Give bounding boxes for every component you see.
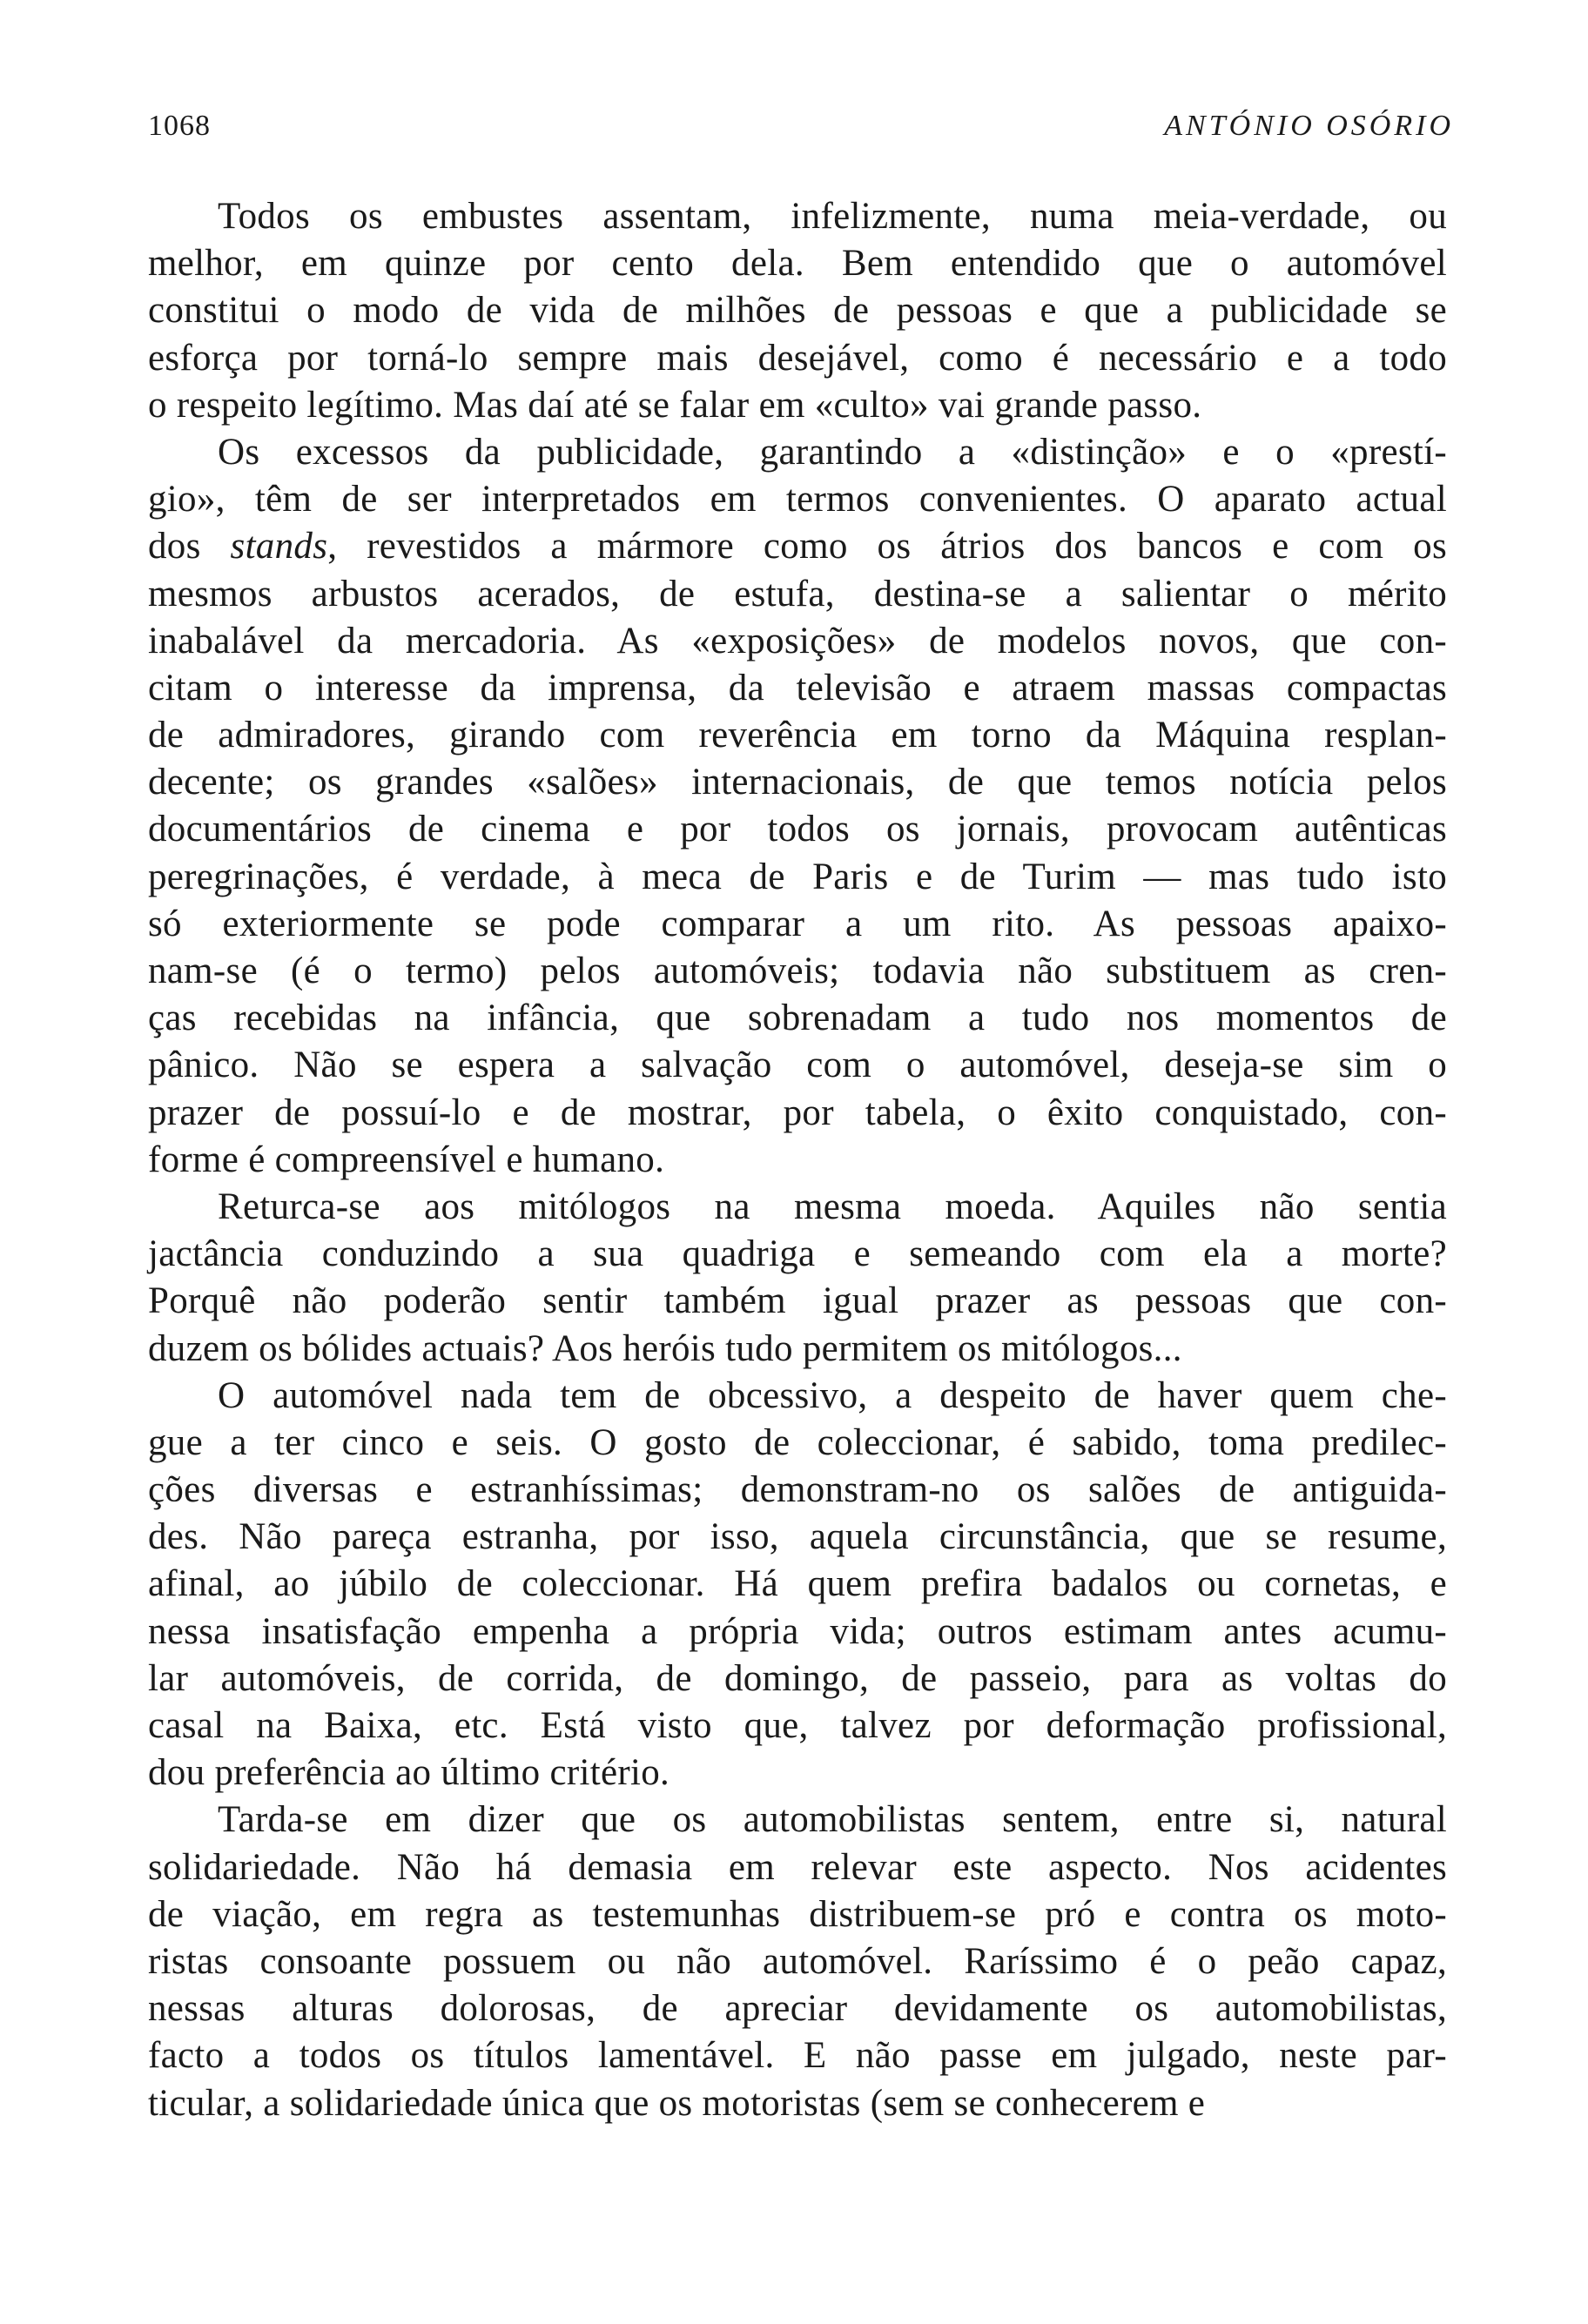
- text-line: jactância conduzindo a sua quadriga e semeando com ela a morte?: [148, 1233, 1447, 1275]
- text-line: mesmos arbustos acerados, de estufa, destina-se a salientar o mérito: [148, 573, 1447, 615]
- text-line: nessas alturas dolorosas, de apreciar devidamente os automobilistas,: [148, 1988, 1447, 2030]
- paragraph: [148, 1184, 1447, 1373]
- text-line: ticular, a solidariedade única que os motoristas (sem se conhecerem e: [148, 2082, 1206, 2124]
- text-line: prazer de possuí-lo e de mostrar, por tabela, o êxito conquistado, con-: [148, 1091, 1447, 1133]
- text-line: Tarda-se em dizer que os automobilistas sentem, entre si, natural: [218, 1799, 1447, 1841]
- text-line: constitui o modo de vida de milhões de pessoas e que a publicidade se: [148, 290, 1447, 332]
- text-line: gio», têm de ser interpretados em termos convenientes. O aparato actual: [148, 479, 1447, 521]
- text-line: solidariedade. Não há demasia em relevar este aspecto. Nos acidentes: [148, 1846, 1447, 1888]
- text-line: o respeito legítimo. Mas daí até se falar em «culto» vai grande passo.: [148, 384, 1202, 426]
- paragraph: [148, 429, 1447, 1184]
- text-line: Todos os embustes assentam, infelizmente, numa meia-verdade, ou: [218, 196, 1447, 237]
- text-line: des. Não pareça estranha, por isso, aquela circunstância, que se resume,: [148, 1516, 1447, 1558]
- page-number: 1068: [148, 110, 211, 142]
- text-line: peregrinações, é verdade, à meca de Paris e de Turim — mas tudo isto: [148, 856, 1447, 897]
- text-line: documentários de cinema e por todos os jornais, provocam autênticas: [148, 809, 1447, 850]
- text-line: dos stands, revestidos a mármore como os átrios dos bancos e com os: [148, 526, 1448, 568]
- text-line: nessa insatisfação empenha a própria vida; outros estimam antes acumu-: [148, 1610, 1447, 1652]
- text-line: Os excessos da publicidade, garantindo a «distinção» e o «prestí-: [218, 431, 1447, 473]
- text-line: de viação, em regra as testemunhas distribuem-se pró e contra os moto-: [148, 1893, 1447, 1935]
- text-line: duzem os bólides actuais? Aos heróis tudo permitem os mitólogos...: [148, 1327, 1182, 1369]
- text-line: casal na Baixa, etc. Está visto que, talvez por deformação profissional,: [148, 1705, 1447, 1746]
- text-line: só exteriormente se pode comparar a um rito. As pessoas apaixo-: [148, 903, 1447, 944]
- body-text: [148, 193, 1447, 2127]
- text-line: afinal, ao júbilo de coleccionar. Há quem prefira badalos ou cornetas, e: [148, 1563, 1447, 1605]
- text-line: dou preferência ao último critério.: [148, 1752, 670, 1794]
- text-line: de admiradores, girando com reverência em torno da Máquina resplan-: [148, 715, 1447, 756]
- paragraph: [148, 1373, 1447, 1797]
- text-line: lar automóveis, de corrida, de domingo, de passeio, para as voltas do: [148, 1657, 1447, 1699]
- text-line: inabalável da mercadoria. As «exposições» de modelos novos, que con-: [148, 620, 1447, 662]
- text-line: decente; os grandes «salões» internacionais, de que temos notícia pelos: [148, 762, 1447, 803]
- text-line: melhor, em quinze por cento dela. Bem entendido que o automóvel: [148, 243, 1447, 285]
- text-line: gue a ter cinco e seis. O gosto de coleccionar, é sabido, toma predilec-: [148, 1421, 1447, 1463]
- text-line: nam-se (é o termo) pelos automóveis; todavia não substituem as cren-: [148, 950, 1447, 991]
- text-line: pânico. Não se espera a salvação com o automóvel, deseja-se sim o: [148, 1044, 1447, 1086]
- text-line: Porquê não poderão sentir também igual prazer as pessoas que con-: [148, 1280, 1447, 1322]
- text-line: ristas consoante possuem ou não automóvel. Raríssimo é o peão capaz,: [148, 1940, 1447, 1982]
- text-line: ções diversas e estranhíssimas; demonstram-no os salões de antiguida-: [148, 1469, 1447, 1511]
- text-line: ças recebidas na infância, que sobrenadam a tudo nos momentos de: [148, 997, 1447, 1039]
- text-line: Returca-se aos mitólogos na mesma moeda. Aquiles não sentia: [218, 1186, 1447, 1227]
- running-head-author: ANTÓNIO OSÓRIO: [1164, 110, 1454, 142]
- text-line: facto a todos os títulos lamentável. E não passe em julgado, neste par-: [148, 2035, 1447, 2077]
- text-line: citam o interesse da imprensa, da televisão e atraem massas compactas: [148, 667, 1447, 709]
- paragraph: [148, 193, 1447, 429]
- text-line: esforça por torná-lo sempre mais desejável, como é necessário e a todo: [148, 337, 1447, 379]
- text-line: O automóvel nada tem de obcessivo, a despeito de haver quem che-: [218, 1374, 1447, 1416]
- text-line: forme é compreensível e humano.: [148, 1138, 665, 1180]
- paragraph: [148, 1797, 1447, 2126]
- page-header: [148, 110, 1454, 153]
